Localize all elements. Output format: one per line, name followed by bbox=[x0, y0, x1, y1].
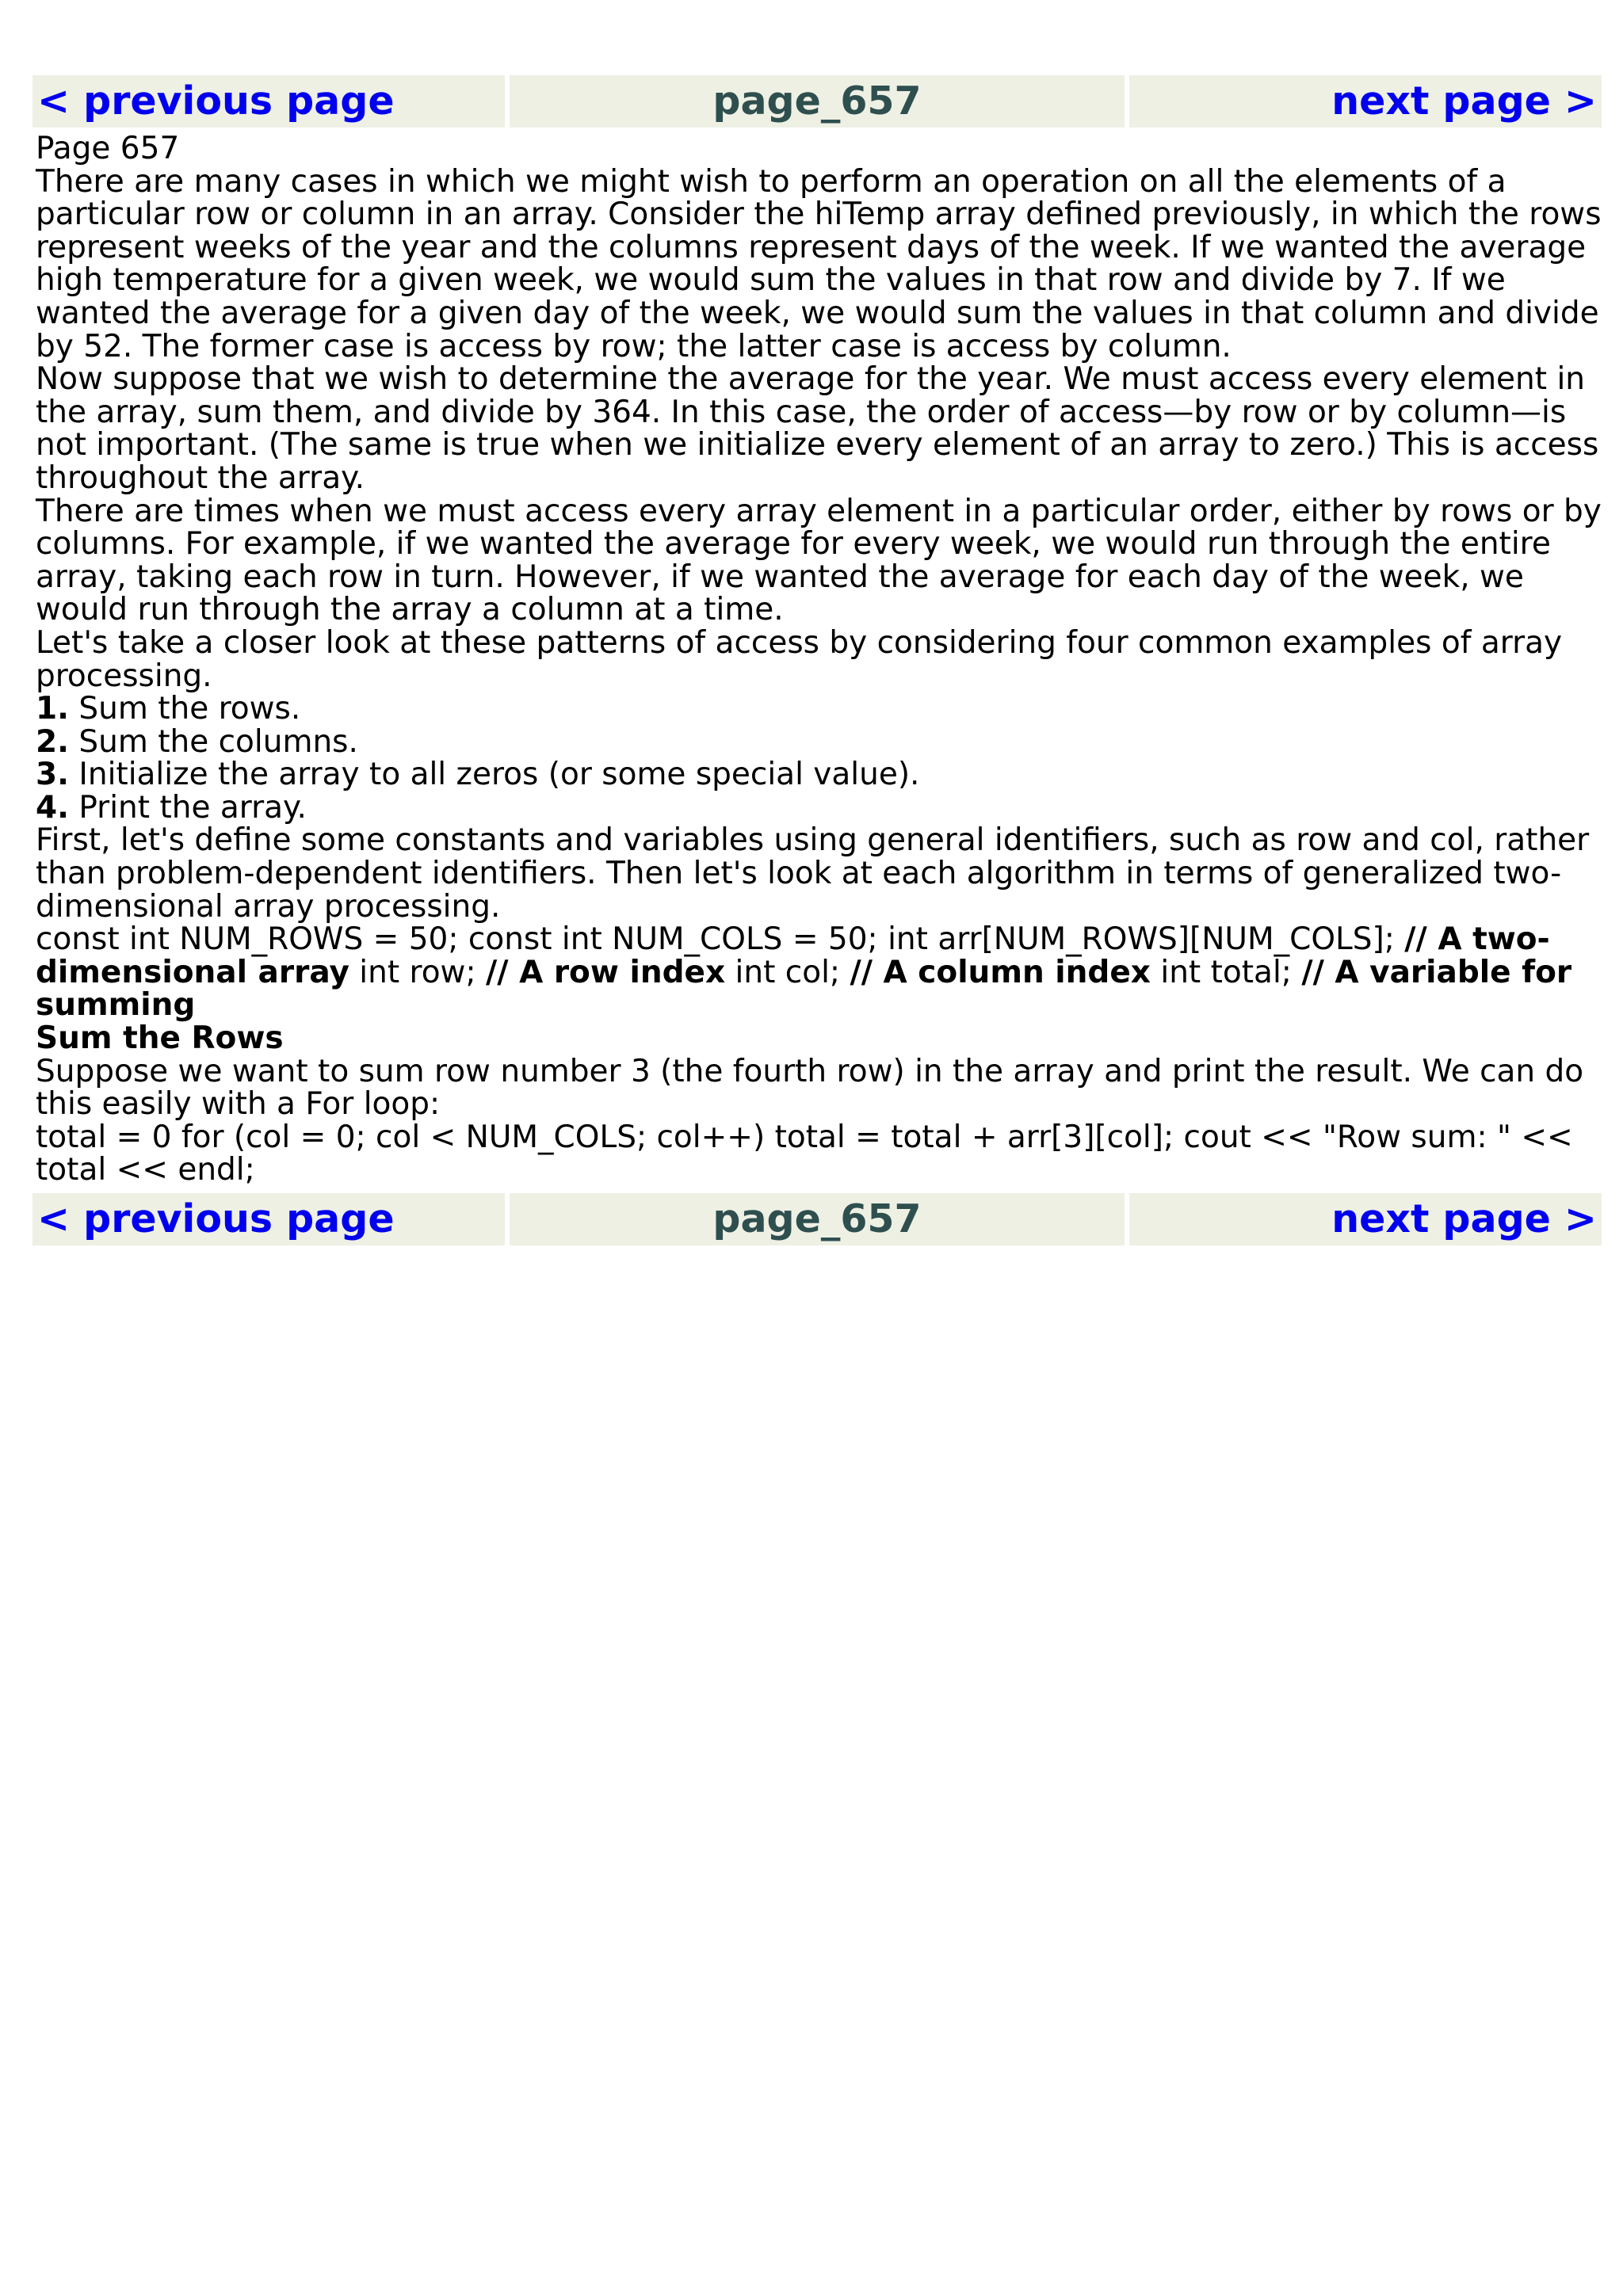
code-comment: // A two-dimensional array bbox=[36, 921, 1550, 990]
code-text: int col; bbox=[725, 954, 850, 990]
paragraph-sum-row: Suppose we want to sum row number 3 (the fourth row) in the array and print the result. We can do this easily with a For loop: bbox=[36, 1053, 1584, 1123]
list-item-number: 4. bbox=[36, 789, 69, 826]
page-label: Page 657 bbox=[36, 131, 180, 166]
list-item bbox=[36, 791, 1602, 825]
section-heading: Sum the Rows bbox=[36, 1020, 284, 1057]
next-page-link[interactable]: next page > bbox=[1129, 1193, 1602, 1245]
previous-page-link[interactable]: < previous page bbox=[32, 75, 505, 128]
page-content bbox=[32, 128, 1602, 1187]
list-item-text: Initialize the array to all zeros (or some special value). bbox=[68, 757, 920, 793]
list-item bbox=[36, 758, 1602, 791]
list-item-number: 2. bbox=[36, 723, 69, 760]
code-text: int total; bbox=[1150, 954, 1302, 990]
code-declarations bbox=[36, 923, 1602, 1022]
code-sum-row-loop: total = 0 for (col = 0; col < NUM_COLS; col++) total = total + arr[3][col]; cout << "Row sum: " << total << endl; bbox=[36, 1119, 1573, 1188]
page bbox=[32, 75, 1602, 1245]
page-title: page_657 bbox=[510, 75, 1125, 128]
list-item-text: Sum the rows. bbox=[68, 691, 301, 727]
code-comment: // A row index bbox=[486, 954, 726, 990]
top-navigation-bar bbox=[32, 75, 1602, 128]
list-item bbox=[36, 692, 1602, 726]
paragraph-access-by-row-column: There are many cases in which we might wish to perform an operation on all the elements of a particular row or column in an array. Consider the hiTemp array defined previously, in which the rows represent weeks of the year and the columns represent days of the week. If we wanted the average high temperature for a given week, we would sum the values in that row and divide by 7. If we wanted the average for a given day of the week, we would sum the values in that column and divide by 52. The former case is access by row; the latter case is access by column. bbox=[36, 163, 1602, 364]
list-item-number: 1. bbox=[36, 691, 69, 727]
page-title: page_657 bbox=[510, 1193, 1125, 1245]
previous-page-link[interactable]: < previous page bbox=[32, 1193, 505, 1245]
code-comment: // A column index bbox=[850, 954, 1151, 990]
bottom-navigation-bar bbox=[32, 1193, 1602, 1245]
next-page-link[interactable]: next page > bbox=[1129, 75, 1602, 128]
paragraph-definitions-intro: First, let's define some constants and variables using general identifiers, such as row and col, rather than problem-dependent identifiers. Then let's look at each algorithm in terms of generalized two-dimensional array processing. bbox=[36, 822, 1590, 925]
list-item-number: 3. bbox=[36, 757, 69, 793]
list-item-text: Sum the columns. bbox=[68, 723, 358, 760]
code-text: int row; bbox=[349, 954, 486, 990]
code-text: const int NUM_ROWS = 50; const int NUM_COLS = 50; int arr[NUM_ROWS][NUM_COLS]; bbox=[36, 921, 1405, 958]
paragraph-access-throughout: Now suppose that we wish to determine the average for the year. We must access every element in the array, sum them, and divide by 364. In this case, the order of access—by row or by column—is not important. (The same is true when we initialize every element of an array to zero.) This is access throughout the array. bbox=[36, 361, 1599, 496]
list-item-text: Print the array. bbox=[68, 789, 307, 826]
list-item bbox=[36, 723, 1602, 760]
paragraph-patterns-intro: Let's take a closer look at these patterns of access by considering four common examples of array processing. bbox=[36, 624, 1563, 694]
code-comment: // A variable for summing bbox=[36, 954, 1572, 1024]
paragraph-access-order: There are times when we must access every array element in a particular order, either by rows or by columns. For example, if we wanted the average for every week, we would run through the entire array, taking each row in turn. However, if we wanted the average for each day of the week, we would run through the array a column at a time. bbox=[36, 493, 1602, 628]
